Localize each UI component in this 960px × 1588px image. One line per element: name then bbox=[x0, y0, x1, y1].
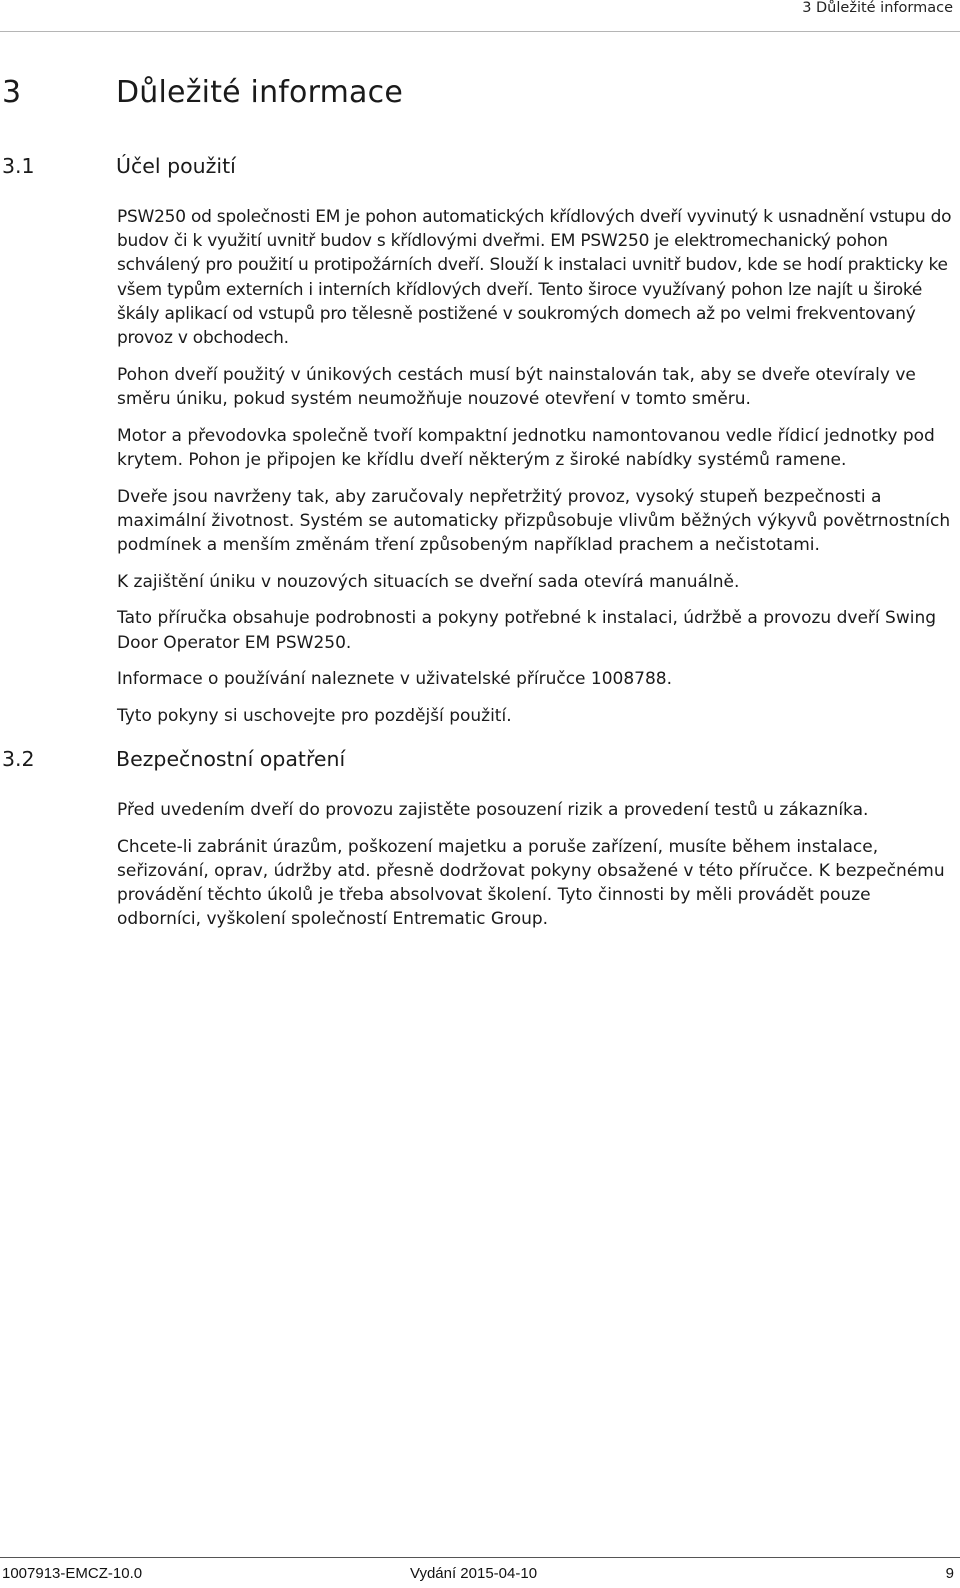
section-heading-3-2 bbox=[2, 747, 345, 771]
footer-page-number: 9 bbox=[945, 1565, 954, 1582]
section-3-1-body bbox=[117, 205, 957, 741]
footer-divider bbox=[0, 1557, 960, 1558]
paragraph: Chcete-li zabránit úrazům, poškození majetku a poruše zařízení, musíte během instalace, seřizování, oprav, údržby atd. přesně dodržovat pokyny obsažené v této příručce. K bezpečnému provádění těchto úkolů je třeba absolvovat školení. Tyto činnosti by měli provádět pouze odborníci, vyškolení společností Entrematic Group. bbox=[117, 836, 945, 930]
paragraph: Informace o používání naleznete v uživatelské příručce 1008788. bbox=[117, 669, 673, 690]
chapter-heading bbox=[2, 75, 403, 110]
paragraph: K zajištění úniku v nouzových situacích se dveřní sada otevírá manuálně. bbox=[117, 571, 740, 592]
chapter-number: 3 bbox=[2, 75, 22, 110]
paragraph: Tato příručka obsahuje podrobnosti a pokyny potřebné k instalaci, údržbě a provozu dveří Swing Door Operator EM PSW250. bbox=[117, 608, 937, 653]
footer-doc-number: 1007913-EMCZ-10.0 bbox=[2, 1565, 143, 1582]
paragraph: Dveře jsou navrženy tak, aby zaručovaly nepřetržitý provoz, vysoký stupeň bezpečnosti a maximální životnost. Systém se automaticky přizpůsobuje vlivům běžných výkyvů povětrnostních podmínek a menším změnám tření způsobeným například prachem a nečistotami. bbox=[117, 486, 951, 555]
section-number: 3.1 bbox=[2, 154, 35, 178]
section-number: 3.2 bbox=[2, 747, 35, 771]
running-header: 3 Důležité informace bbox=[802, 0, 953, 16]
section-title: Bezpečnostní opatření bbox=[116, 747, 346, 771]
paragraph: Motor a převodovka společně tvoří kompaktní jednotku namontovanou vedle řídicí jednotky pod krytem. Pohon je připojen ke křídlu dveří některým z široké nabídky systémů ramene. bbox=[117, 425, 935, 470]
chapter-title: Důležité informace bbox=[116, 75, 403, 110]
paragraph: Tyto pokyny si uschovejte pro pozdější použití. bbox=[117, 705, 512, 726]
paragraph: PSW250 od společnosti EM je pohon automatických křídlových dveří vyvinutý k usnadnění vstupu do budov či k využití uvnitř budov s křídlovými dveřmi. EM PSW250 je elektromechanický pohon schválený pro použití u protipožárních dveří. Slouží k instalaci uvnitř budov, kde se hodí prakticky ke všem typům externích i interních křídlových dveří. Tento široce využívaný pohon lze najít u široké škály aplikací od vstupů pro tělesně postižené v soukromých domech až po velmi frekventovaný provoz v obchodech. bbox=[117, 207, 952, 349]
footer-edition: Vydání 2015-04-10 bbox=[410, 1565, 538, 1582]
section-title: Účel použití bbox=[116, 154, 236, 178]
header-divider bbox=[0, 31, 960, 32]
section-heading-3-1 bbox=[2, 154, 236, 178]
section-3-2-body bbox=[117, 798, 957, 944]
paragraph: Pohon dveří použitý v únikových cestách musí být nainstalován tak, aby se dveře otevíraly ve směru úniku, pokud systém neumožňuje nouzové otevření v tomto směru. bbox=[117, 364, 916, 409]
paragraph: Před uvedením dveří do provozu zajistěte posouzení rizik a provedení testů u zákazníka. bbox=[117, 800, 869, 820]
